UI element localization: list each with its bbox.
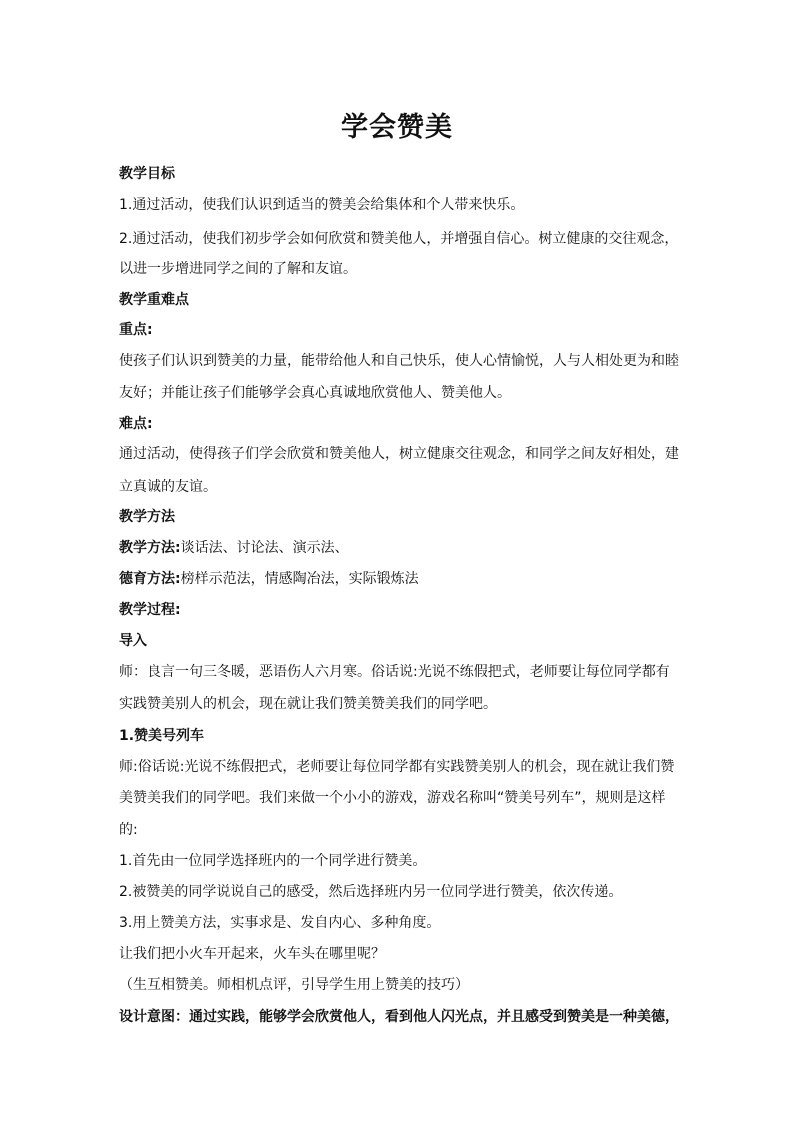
train-start: 让我们把小火车开起来，火车头在哪里呢？ xyxy=(119,946,385,962)
teaching-method xyxy=(119,538,679,558)
intro-line-1: 师：良言一句三冬暖，恶语伤人六月寒。俗话说:光说不练假把式，老师要让每位同学都有 xyxy=(119,664,670,680)
process-heading: 教学过程: xyxy=(119,602,181,618)
train-line-1: 师:俗话说:光说不练假把式，老师要让每位同学都有实践赞美别人的机会，现在就让我们赞 xyxy=(119,759,675,775)
key-line-1: 使孩子们认识到赞美的力量，能带给他人和自己快乐，使人心情愉悦，人与人相处更为和睦 xyxy=(119,353,679,369)
difficult-line-1: 通过活动，使得孩子们学会欣赏和赞美他人，树立健康交往观念，和同学之间友好相处，建 xyxy=(119,446,679,462)
difficult-line-2: 立真诚的友谊。 xyxy=(119,479,217,495)
rule-1: 1.首先由一位同学选择班内的一个同学进行赞美。 xyxy=(119,853,427,869)
teaching-method-label: 教学方法: xyxy=(119,540,181,556)
goal-2-line-2: 以进一步增进同学之间的了解和友谊。 xyxy=(119,261,357,277)
intro-line-2: 实践赞美别人的机会，现在就让我们赞美赞美我们的同学吧。 xyxy=(119,696,497,712)
design-intent: 设计意图：通过实践，能够学会欣赏他人，看到他人闪光点，并且感受到赞美是一种美德， xyxy=(119,1009,679,1025)
key-line-2: 友好；并能让孩子们能够学会真心真诚地欣赏他人、赞美他人。 xyxy=(119,385,511,401)
teacher-note: （生互相赞美。师相机点评，引导学生用上赞美的技巧） xyxy=(119,977,469,993)
train-line-2: 美赞美我们的同学吧。我们来做一个小小的游戏，游戏名称叫“赞美号列车”，规则是这样 xyxy=(119,790,666,806)
goals-heading: 教学目标 xyxy=(119,166,175,182)
document-title: 学会赞美 xyxy=(341,112,453,143)
train-heading: 1.赞美号列车 xyxy=(119,728,205,744)
key-label: 重点: xyxy=(119,322,153,338)
train-line-3: 的: xyxy=(119,822,138,838)
goal-2-line-1: 2.通过活动，使我们初步学会如何欣赏和赞美他人，并增强自信心。树立健康的交往观念， xyxy=(119,231,679,247)
difficult-label: 难点: xyxy=(119,416,153,432)
goal-1: 1.通过活动，使我们认识到适当的赞美会给集体和个人带来快乐。 xyxy=(119,197,525,213)
moral-method-value: 榜样示范法，情感陶冶法，实际锻炼法 xyxy=(180,571,419,587)
rule-3: 3.用上赞美方法，实事求是、发自内心、多种角度。 xyxy=(119,915,441,931)
intro-heading: 导入 xyxy=(119,633,147,649)
key-difficult-heading: 教学重难点 xyxy=(119,292,189,308)
rule-2: 2.被赞美的同学说说自己的感受，然后选择班内另一位同学进行赞美，依次传递。 xyxy=(119,884,623,900)
teaching-method-value: 谈话法、讨论法、演示法、 xyxy=(180,540,349,556)
methods-heading: 教学方法 xyxy=(119,509,175,525)
moral-method xyxy=(119,569,679,589)
moral-method-label: 德育方法: xyxy=(119,571,181,587)
